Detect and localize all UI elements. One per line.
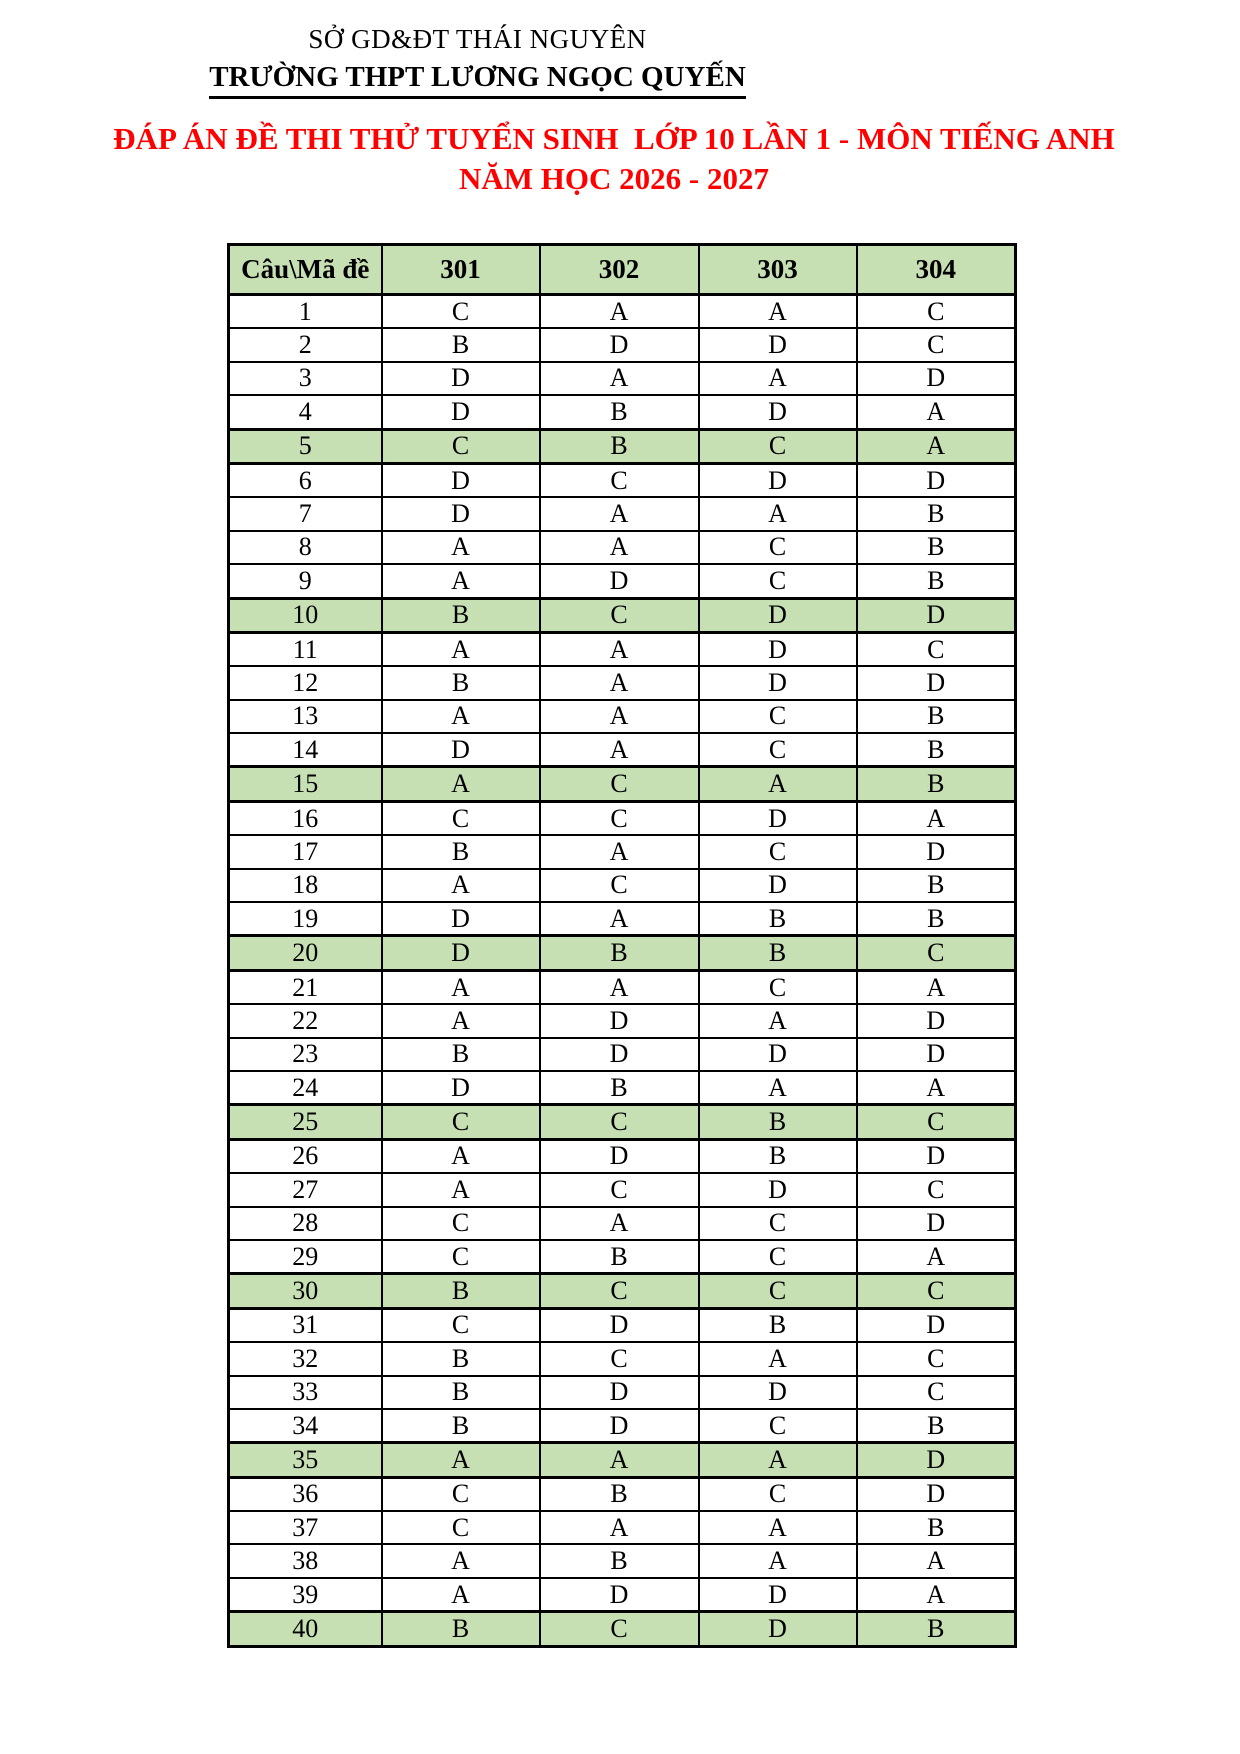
table-row bbox=[229, 632, 1016, 666]
answer-key-table bbox=[227, 243, 1017, 1648]
table-row bbox=[229, 463, 1016, 497]
question-number: 6 bbox=[229, 463, 382, 497]
question-number: 29 bbox=[229, 1240, 382, 1274]
answer-cell-302: B bbox=[540, 1071, 699, 1105]
answer-cell-304: D bbox=[857, 1443, 1016, 1477]
answer-cell-302: A bbox=[540, 632, 699, 666]
question-number: 2 bbox=[229, 328, 382, 361]
question-number: 12 bbox=[229, 666, 382, 699]
answer-cell-302: A bbox=[540, 497, 699, 530]
answer-cell-304: B bbox=[857, 902, 1016, 936]
answer-cell-303: A bbox=[699, 1004, 857, 1037]
answer-cell-302: D bbox=[540, 564, 699, 598]
answer-cell-304: A bbox=[857, 1578, 1016, 1612]
school-name-text: TRƯỜNG THPT LƯƠNG NGỌC QUYẾN bbox=[209, 60, 746, 99]
table-row bbox=[229, 1004, 1016, 1037]
answer-cell-301: D bbox=[382, 936, 540, 970]
answer-cell-302: C bbox=[540, 598, 699, 632]
answer-cell-303: D bbox=[699, 1612, 857, 1646]
answer-cell-301: B bbox=[382, 1342, 540, 1375]
answer-cell-304: A bbox=[857, 1071, 1016, 1105]
question-number: 27 bbox=[229, 1173, 382, 1206]
answer-cell-301: A bbox=[382, 1578, 540, 1612]
table-row bbox=[229, 497, 1016, 530]
table-row bbox=[229, 970, 1016, 1004]
answer-cell-303: A bbox=[699, 1342, 857, 1375]
table-row bbox=[229, 801, 1016, 835]
answer-cell-304: B bbox=[857, 497, 1016, 530]
title-line-2: NĂM HỌC 2026 - 2027 bbox=[459, 161, 769, 196]
answer-cell-302: A bbox=[540, 1511, 699, 1544]
answer-cell-303: D bbox=[699, 869, 857, 902]
answer-cell-301: D bbox=[382, 362, 540, 395]
question-number: 13 bbox=[229, 700, 382, 733]
answer-cell-303: D bbox=[699, 801, 857, 835]
question-number: 14 bbox=[229, 733, 382, 767]
question-number: 40 bbox=[229, 1612, 382, 1646]
answer-cell-303: A bbox=[699, 295, 857, 329]
answer-cell-304: C bbox=[857, 1342, 1016, 1375]
answer-cell-302: B bbox=[540, 395, 699, 429]
answer-cell-301: A bbox=[382, 1173, 540, 1206]
question-number: 24 bbox=[229, 1071, 382, 1105]
answer-cell-303: C bbox=[699, 733, 857, 767]
answer-cell-301: C bbox=[382, 429, 540, 463]
question-number: 10 bbox=[229, 598, 382, 632]
answer-cell-303: D bbox=[699, 395, 857, 429]
answer-cell-304: A bbox=[857, 1240, 1016, 1274]
answer-cell-301: A bbox=[382, 970, 540, 1004]
answer-cell-303: D bbox=[699, 463, 857, 497]
table-row bbox=[229, 598, 1016, 632]
question-number: 4 bbox=[229, 395, 382, 429]
answer-cell-304: B bbox=[857, 564, 1016, 598]
table-header-row bbox=[229, 245, 1016, 295]
table-row bbox=[229, 1376, 1016, 1409]
answer-cell-304: A bbox=[857, 395, 1016, 429]
answer-cell-304: D bbox=[857, 1038, 1016, 1071]
table-row bbox=[229, 1409, 1016, 1443]
answer-cell-304: C bbox=[857, 1376, 1016, 1409]
table-row bbox=[229, 767, 1016, 801]
question-number: 3 bbox=[229, 362, 382, 395]
question-number: 38 bbox=[229, 1544, 382, 1577]
column-header-code-302: 302 bbox=[540, 245, 699, 295]
column-header-question: Câu\Mã đề bbox=[229, 245, 382, 295]
question-number: 15 bbox=[229, 767, 382, 801]
answer-cell-304: A bbox=[857, 429, 1016, 463]
answer-cell-302: A bbox=[540, 835, 699, 868]
answer-cell-302: D bbox=[540, 1139, 699, 1173]
answer-cell-301: D bbox=[382, 733, 540, 767]
answer-cell-303: D bbox=[699, 666, 857, 699]
answer-cell-301: A bbox=[382, 1139, 540, 1173]
answer-cell-301: B bbox=[382, 1409, 540, 1443]
question-number: 39 bbox=[229, 1578, 382, 1612]
answer-cell-303: A bbox=[699, 497, 857, 530]
table-row bbox=[229, 1342, 1016, 1375]
question-number: 7 bbox=[229, 497, 382, 530]
question-number: 30 bbox=[229, 1274, 382, 1308]
answer-cell-301: C bbox=[382, 1477, 540, 1511]
question-number: 28 bbox=[229, 1207, 382, 1240]
table-row bbox=[229, 429, 1016, 463]
answer-cell-303: C bbox=[699, 1477, 857, 1511]
answer-cell-303: C bbox=[699, 531, 857, 564]
answer-cell-301: C bbox=[382, 1105, 540, 1139]
answer-cell-301: B bbox=[382, 1376, 540, 1409]
answer-cell-301: A bbox=[382, 632, 540, 666]
answer-cell-301: D bbox=[382, 395, 540, 429]
answer-cell-304: B bbox=[857, 1511, 1016, 1544]
answer-cell-303: B bbox=[699, 1105, 857, 1139]
question-number: 5 bbox=[229, 429, 382, 463]
question-number: 22 bbox=[229, 1004, 382, 1037]
question-number: 1 bbox=[229, 295, 382, 329]
table-row bbox=[229, 1240, 1016, 1274]
table-row bbox=[229, 1308, 1016, 1342]
answer-cell-303: C bbox=[699, 564, 857, 598]
school-name bbox=[190, 60, 765, 99]
answer-cell-301: D bbox=[382, 497, 540, 530]
answer-cell-301: B bbox=[382, 328, 540, 361]
answer-cell-302: A bbox=[540, 666, 699, 699]
table-row bbox=[229, 564, 1016, 598]
table-row bbox=[229, 1071, 1016, 1105]
answer-cell-304: B bbox=[857, 869, 1016, 902]
answer-cell-302: A bbox=[540, 902, 699, 936]
answer-cell-304: C bbox=[857, 936, 1016, 970]
answer-cell-301: D bbox=[382, 463, 540, 497]
table-row bbox=[229, 395, 1016, 429]
answer-cell-302: C bbox=[540, 1342, 699, 1375]
answer-cell-302: C bbox=[540, 1612, 699, 1646]
answer-cell-304: C bbox=[857, 632, 1016, 666]
answer-cell-303: B bbox=[699, 936, 857, 970]
answer-cell-302: A bbox=[540, 362, 699, 395]
question-number: 36 bbox=[229, 1477, 382, 1511]
question-number: 32 bbox=[229, 1342, 382, 1375]
table-row bbox=[229, 531, 1016, 564]
answer-cell-303: D bbox=[699, 328, 857, 361]
answer-cell-303: D bbox=[699, 1038, 857, 1071]
answer-cell-304: D bbox=[857, 463, 1016, 497]
answer-cell-304: B bbox=[857, 733, 1016, 767]
table-row bbox=[229, 1038, 1016, 1071]
answer-cell-303: C bbox=[699, 429, 857, 463]
question-number: 35 bbox=[229, 1443, 382, 1477]
answer-cell-302: A bbox=[540, 1207, 699, 1240]
answer-cell-302: A bbox=[540, 295, 699, 329]
answer-cell-302: C bbox=[540, 767, 699, 801]
answer-cell-303: A bbox=[699, 1071, 857, 1105]
table-row bbox=[229, 1139, 1016, 1173]
answer-cell-304: A bbox=[857, 801, 1016, 835]
question-number: 34 bbox=[229, 1409, 382, 1443]
question-number: 17 bbox=[229, 835, 382, 868]
answer-cell-303: A bbox=[699, 767, 857, 801]
answer-cell-303: B bbox=[699, 902, 857, 936]
answer-cell-301: B bbox=[382, 835, 540, 868]
question-number: 18 bbox=[229, 869, 382, 902]
table-row bbox=[229, 1207, 1016, 1240]
title-line-1: ĐÁP ÁN ĐỀ THI THỬ TUYỂN SINH LỚP 10 LẦN 1 - MÔN TIẾNG ANH bbox=[113, 121, 1115, 156]
answer-cell-303: C bbox=[699, 1409, 857, 1443]
answer-cell-302: B bbox=[540, 1544, 699, 1577]
answer-cell-304: C bbox=[857, 295, 1016, 329]
answer-cell-303: D bbox=[699, 632, 857, 666]
answer-cell-304: A bbox=[857, 970, 1016, 1004]
table-row bbox=[229, 1578, 1016, 1612]
question-number: 20 bbox=[229, 936, 382, 970]
question-number: 21 bbox=[229, 970, 382, 1004]
answer-cell-304: A bbox=[857, 1544, 1016, 1577]
table-row bbox=[229, 1511, 1016, 1544]
table-row bbox=[229, 666, 1016, 699]
answer-cell-303: A bbox=[699, 1511, 857, 1544]
column-header-code-304: 304 bbox=[857, 245, 1016, 295]
answer-cell-302: A bbox=[540, 970, 699, 1004]
answer-cell-301: A bbox=[382, 564, 540, 598]
answer-cell-301: B bbox=[382, 1274, 540, 1308]
answer-cell-302: D bbox=[540, 328, 699, 361]
table-row bbox=[229, 1612, 1016, 1646]
answer-cell-301: A bbox=[382, 767, 540, 801]
table-row bbox=[229, 733, 1016, 767]
answer-cell-301: B bbox=[382, 666, 540, 699]
question-number: 37 bbox=[229, 1511, 382, 1544]
table-row bbox=[229, 1477, 1016, 1511]
answer-cell-304: C bbox=[857, 328, 1016, 361]
answer-cell-303: A bbox=[699, 1443, 857, 1477]
answer-cell-303: C bbox=[699, 835, 857, 868]
table-row bbox=[229, 869, 1016, 902]
answer-cell-302: C bbox=[540, 463, 699, 497]
question-number: 11 bbox=[229, 632, 382, 666]
answer-cell-302: D bbox=[540, 1409, 699, 1443]
answer-cell-301: C bbox=[382, 1308, 540, 1342]
answer-cell-304: D bbox=[857, 835, 1016, 868]
answer-cell-303: C bbox=[699, 1240, 857, 1274]
answer-cell-301: D bbox=[382, 902, 540, 936]
answer-cell-301: A bbox=[382, 700, 540, 733]
answer-cell-304: B bbox=[857, 700, 1016, 733]
column-header-code-301: 301 bbox=[382, 245, 540, 295]
answer-cell-304: D bbox=[857, 666, 1016, 699]
question-number: 9 bbox=[229, 564, 382, 598]
answer-cell-302: B bbox=[540, 1477, 699, 1511]
answer-cell-304: D bbox=[857, 1308, 1016, 1342]
answer-cell-304: D bbox=[857, 362, 1016, 395]
answer-cell-301: A bbox=[382, 1443, 540, 1477]
answer-cell-302: B bbox=[540, 936, 699, 970]
column-header-code-303: 303 bbox=[699, 245, 857, 295]
answer-cell-301: C bbox=[382, 295, 540, 329]
answer-cell-302: C bbox=[540, 801, 699, 835]
table-row bbox=[229, 1544, 1016, 1577]
answer-cell-302: D bbox=[540, 1376, 699, 1409]
answer-cell-303: A bbox=[699, 1544, 857, 1577]
table-row bbox=[229, 902, 1016, 936]
answer-cell-304: C bbox=[857, 1105, 1016, 1139]
question-number: 8 bbox=[229, 531, 382, 564]
answer-cell-301: B bbox=[382, 1038, 540, 1071]
answer-cell-301: A bbox=[382, 1544, 540, 1577]
table-row bbox=[229, 1274, 1016, 1308]
answer-cell-303: D bbox=[699, 1376, 857, 1409]
answer-cell-304: D bbox=[857, 1207, 1016, 1240]
answer-cell-303: D bbox=[699, 1173, 857, 1206]
table-row bbox=[229, 362, 1016, 395]
answer-cell-302: C bbox=[540, 1274, 699, 1308]
question-number: 19 bbox=[229, 902, 382, 936]
answer-cell-301: C bbox=[382, 801, 540, 835]
question-number: 33 bbox=[229, 1376, 382, 1409]
answer-cell-304: D bbox=[857, 1004, 1016, 1037]
answer-cell-303: B bbox=[699, 1139, 857, 1173]
answer-cell-302: A bbox=[540, 700, 699, 733]
answer-cell-301: C bbox=[382, 1240, 540, 1274]
answer-cell-303: D bbox=[699, 1578, 857, 1612]
answer-cell-302: C bbox=[540, 1105, 699, 1139]
table-row bbox=[229, 1443, 1016, 1477]
question-number: 25 bbox=[229, 1105, 382, 1139]
answer-cell-301: C bbox=[382, 1207, 540, 1240]
table-row bbox=[229, 1173, 1016, 1206]
answer-cell-301: B bbox=[382, 1612, 540, 1646]
answer-cell-304: C bbox=[857, 1274, 1016, 1308]
answer-cell-304: D bbox=[857, 1477, 1016, 1511]
table-row bbox=[229, 936, 1016, 970]
answer-cell-304: B bbox=[857, 767, 1016, 801]
answer-cell-302: C bbox=[540, 1173, 699, 1206]
table-row bbox=[229, 295, 1016, 329]
answer-cell-304: D bbox=[857, 598, 1016, 632]
answer-cell-302: D bbox=[540, 1308, 699, 1342]
answer-cell-303: D bbox=[699, 598, 857, 632]
answer-cell-304: D bbox=[857, 1139, 1016, 1173]
answer-cell-304: B bbox=[857, 531, 1016, 564]
answer-cell-304: B bbox=[857, 1612, 1016, 1646]
question-number: 26 bbox=[229, 1139, 382, 1173]
school-header bbox=[190, 22, 765, 99]
answer-cell-302: B bbox=[540, 1240, 699, 1274]
answer-cell-302: A bbox=[540, 733, 699, 767]
answer-cell-302: D bbox=[540, 1004, 699, 1037]
table-row bbox=[229, 700, 1016, 733]
question-number: 16 bbox=[229, 801, 382, 835]
answer-cell-302: C bbox=[540, 869, 699, 902]
answer-cell-303: B bbox=[699, 1308, 857, 1342]
answer-cell-303: C bbox=[699, 970, 857, 1004]
answer-cell-304: B bbox=[857, 1409, 1016, 1443]
document-title bbox=[0, 118, 1228, 198]
answer-cell-301: A bbox=[382, 531, 540, 564]
answer-cell-302: A bbox=[540, 1443, 699, 1477]
table-row bbox=[229, 835, 1016, 868]
answer-cell-302: D bbox=[540, 1038, 699, 1071]
answer-cell-301: A bbox=[382, 1004, 540, 1037]
answer-cell-301: D bbox=[382, 1071, 540, 1105]
answer-cell-303: C bbox=[699, 1207, 857, 1240]
answer-cell-302: A bbox=[540, 531, 699, 564]
answer-cell-301: B bbox=[382, 598, 540, 632]
answer-cell-301: C bbox=[382, 1511, 540, 1544]
table-row bbox=[229, 328, 1016, 361]
answer-cell-303: C bbox=[699, 700, 857, 733]
question-number: 23 bbox=[229, 1038, 382, 1071]
question-number: 31 bbox=[229, 1308, 382, 1342]
answer-cell-301: A bbox=[382, 869, 540, 902]
answer-cell-304: C bbox=[857, 1173, 1016, 1206]
answer-cell-302: D bbox=[540, 1578, 699, 1612]
answer-cell-303: C bbox=[699, 1274, 857, 1308]
answer-cell-303: A bbox=[699, 362, 857, 395]
answer-cell-302: B bbox=[540, 429, 699, 463]
department-name: SỞ GD&ĐT THÁI NGUYÊN bbox=[308, 24, 647, 54]
table-row bbox=[229, 1105, 1016, 1139]
